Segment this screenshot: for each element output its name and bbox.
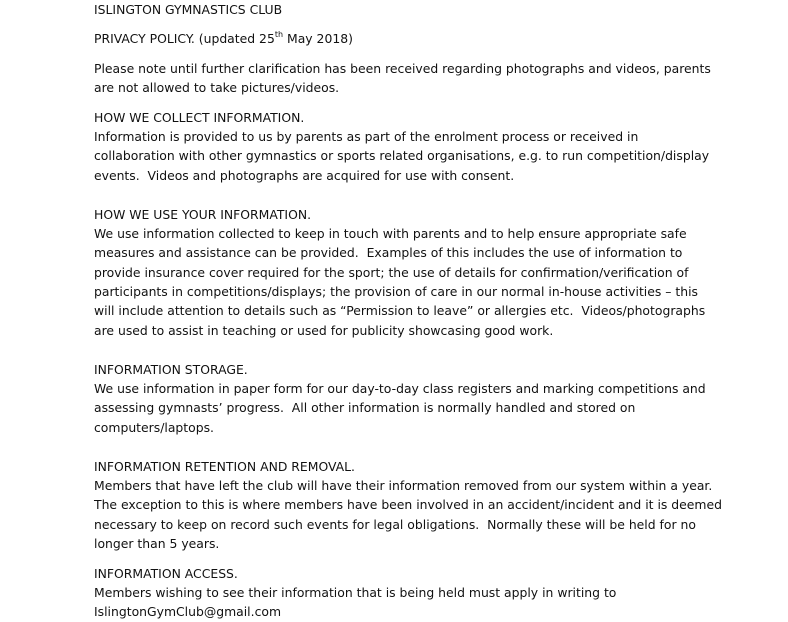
paragraph-line: participants in competitions/displays; the provision of care in our normal in-house activities – this	[94, 284, 699, 300]
spacer	[94, 185, 706, 204]
policy-title	[94, 29, 706, 48]
paragraph-line: computers/laptops.	[94, 419, 214, 435]
paragraph-line: collaboration with other gymnastics or sports related organisations, e.g. to run competition/display	[94, 148, 710, 164]
paragraph-line: Members that have left the club will have their information removed from our system within a year.	[94, 477, 713, 493]
paragraph-line: will include attention to details such as “Permission to leave” or allergies etc. Videos/photographs	[94, 303, 706, 319]
note-line: Please note until further clarification has been received regarding photographs and videos, parents	[94, 60, 711, 76]
policy-title-suffix: May 2018)	[283, 31, 353, 47]
paragraph-line: necessary to keep on record such events for legal obligations. Normally these will be held for no	[94, 516, 696, 532]
club-title: ISLINGTON GYMNASTICS CLUB	[94, 2, 283, 17]
spacer	[94, 437, 706, 456]
spacer	[94, 98, 706, 108]
paragraph-line: are used to assist in teaching or used for publicity showcasing good work.	[94, 322, 554, 338]
paragraph-line: assessing gymnasts’ progress. All other information is normally handled and stored on	[94, 400, 636, 416]
paragraph-line: provide insurance cover required for the sport; the use of details for confirmation/verification of	[94, 264, 689, 280]
spacer	[94, 19, 706, 29]
paragraph-line: We use information in paper form for our day-to-day class registers and marking competitions and	[94, 381, 706, 397]
spacer	[94, 340, 706, 359]
section-heading-use: HOW WE USE YOUR INFORMATION.	[94, 206, 312, 222]
paragraph-line: events. Videos and photographs are acquired for use with consent.	[94, 167, 515, 183]
paragraph-line: We use information collected to keep in touch with parents and to help ensure appropriate safe	[94, 225, 687, 241]
paragraph-line: measures and assistance can be provided. Examples of this includes the use of information to	[94, 245, 683, 261]
paragraph-line: The exception to this is where members have been involved in an accident/incident and it is deemed	[94, 497, 722, 513]
paragraph-line: Members wishing to see their information that is being held must apply in writing to	[94, 584, 617, 600]
policy-title-prefix: PRIVACY POLICY. (updated 25	[94, 31, 275, 47]
spacer	[94, 49, 706, 59]
spacer	[94, 554, 706, 564]
paragraph-line: Information is provided to us by parents as part of the enrolment process or received in	[94, 128, 639, 144]
privacy-policy-document	[94, 0, 722, 622]
section-heading-storage: INFORMATION STORAGE.	[94, 361, 248, 377]
section-heading-retention: INFORMATION RETENTION AND REMOVAL.	[94, 458, 355, 474]
paragraph-line: longer than 5 years.	[94, 536, 220, 552]
contact-email: IslingtonGymClub@gmail.com	[94, 604, 282, 620]
section-heading-collect: HOW WE COLLECT INFORMATION.	[94, 109, 305, 125]
note-line: are not allowed to take pictures/videos.	[94, 80, 340, 96]
policy-title-superscript: th	[274, 30, 284, 40]
section-heading-access: INFORMATION ACCESS.	[94, 565, 238, 581]
